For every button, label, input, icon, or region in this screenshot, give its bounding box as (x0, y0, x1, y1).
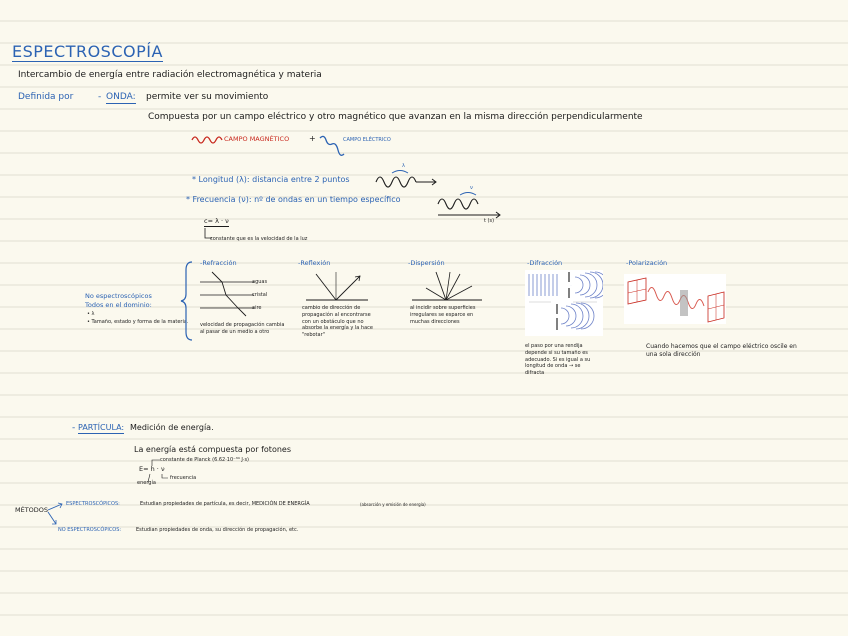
particle-description: Medición de energía. (130, 423, 214, 432)
brace-bracket (180, 260, 196, 342)
magnetic-field-label: CAMPO MAGNÉTICO (224, 135, 290, 143)
frequency-wave-icon (436, 186, 506, 222)
onda-label: ONDA: (106, 92, 136, 102)
electric-field-label: CAMPO ELÉCTRICO (343, 137, 391, 143)
defined-by-label: Definida por (18, 92, 74, 102)
plus-sign: + (309, 134, 316, 143)
spectroscopic-text: Estudian propiedades de partícula, es decir, MEDICIÓN DE ENERGÍA (140, 501, 310, 507)
dash-mark: - (98, 92, 102, 102)
onda-composition: Compuesta por un campo eléctrico y otro magnético que avanzan en la misma dirección perpendicularmente (148, 112, 643, 122)
photons-text: La energía está compuesta por fotones (134, 445, 291, 454)
particle-dash: - (72, 423, 76, 433)
wavelength-definition: * Longitud (λ): distancia entre 2 puntos (192, 175, 350, 184)
lambda-symbol: λ (402, 163, 405, 169)
spectroscopic-note: (absorción y emisión de energía) (360, 502, 426, 507)
light-speed-note: constante que es la velocidad de la luz (210, 236, 308, 242)
wavelength-wave-icon (374, 164, 440, 190)
reflection-label: -Reflexión (298, 259, 331, 267)
definition-text: Intercambio de energía entre radiación electromagnética y materia (18, 70, 322, 80)
polarization-caption: Cuando hacemos que el campo eléctrico oscile en una sola dirección (646, 343, 797, 359)
planck-note: constante de Planck (6.62·10⁻³⁴ J·s) (160, 457, 250, 463)
light-speed-formula: c= λ · ν (204, 217, 229, 225)
page-title: ESPECTROSCOPÍA (12, 42, 163, 61)
dispersion-label: -Dispersión (408, 259, 445, 267)
refraction-medium-label: aire (252, 305, 262, 311)
diffraction-caption: el paso por una rendija depende si su tamaño es adecuado. Si es igual a su longitud de onda → se difracta (525, 343, 591, 376)
magnetic-wave-icon (190, 133, 226, 147)
dispersion-diagram (410, 268, 486, 304)
spectroscopic-label: ESPECTROSCÓPICOS: (66, 501, 120, 507)
dispersion-caption: al incidir sobre superficies irregulares se esparce en muchas direcciones (410, 305, 476, 325)
refraction-label: -Refracción (200, 259, 237, 267)
no-spectroscopic-subheading: Todos en el dominio: (85, 301, 152, 309)
methods-label: MÉTODOS (15, 506, 49, 514)
diffraction-image (525, 270, 603, 336)
nu-symbol: ν (470, 185, 473, 191)
particle-label: PARTÍCULA: (78, 423, 125, 432)
reflection-diagram (302, 268, 374, 304)
no-spectroscopic-heading: No espectroscópicos (85, 292, 152, 300)
diffraction-label: -Difracción (527, 259, 563, 267)
refraction-medium-label: cristal (252, 292, 268, 298)
energy-note: energía (137, 480, 156, 486)
non-spectroscopic-text: Estudian propiedades de onda, su dirección de propagación, etc. (136, 527, 299, 533)
frequency-note: frecuencia (170, 475, 197, 481)
planck-formula: E= h · ν (139, 465, 165, 473)
refraction-medium-label: aguas (252, 279, 268, 285)
reflection-caption: cambio de dirección de propagación al encontrarse con un obstáculo que no absorbe la energía y la hace "rebotar" (302, 305, 373, 338)
refraction-caption: velocidad de propagación cambia al pasar de un medio a otro (200, 322, 285, 335)
polarization-label: -Polarización (626, 259, 668, 267)
no-spectroscopic-item: • Tamaño, estado y forma de la materia. (87, 319, 189, 325)
frequency-definition: * Frecuencia (ν): nº de ondas en un tiempo específico (186, 195, 401, 204)
no-spectroscopic-item: • λ (87, 311, 95, 317)
methods-branch-arrows (46, 500, 68, 528)
non-spectroscopic-label: NO ESPECTROSCÓPICOS: (58, 527, 122, 533)
time-axis-label: t (s) (484, 218, 495, 224)
refraction-diagram (200, 272, 258, 318)
onda-description: permite ver su movimiento (146, 92, 269, 102)
polarization-image (624, 274, 726, 324)
